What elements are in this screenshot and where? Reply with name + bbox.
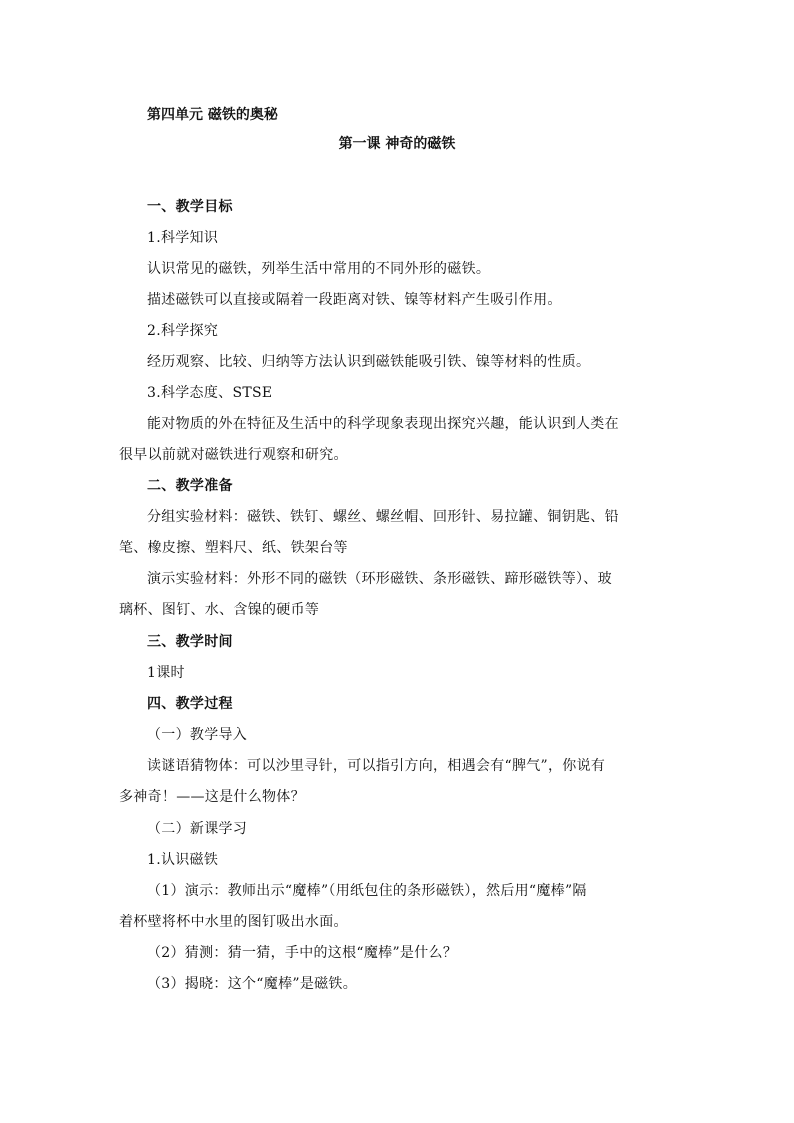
paragraph-line: 很早以前就对磁铁进行观察和研究。 [119,447,348,463]
paragraph-line: 璃杯、图钉、水、含镍的硬币等 [119,602,320,618]
paragraph-line: 着杯壁将杯中水里的图钉吸出水面。 [119,914,348,930]
subheading-new-lesson: （二）新课学习 [147,821,248,837]
subheading-science-attitude: 3.科学态度、STSE [147,385,273,401]
paragraph-line: 描述磁铁可以直接或隔着一段距离对铁、镍等材料产生吸引作用。 [147,292,562,308]
section-heading-time: 三、教学时间 [147,634,233,650]
lesson-title: 第一课 神奇的磁铁 [338,136,456,152]
section-heading-prep: 二、教学准备 [147,478,233,494]
subheading-intro: （一）教学导入 [147,727,248,743]
subheading-know-magnets: 1.认识磁铁 [147,852,219,868]
paragraph-line: 演示实验材料：外形不同的磁铁（环形磁铁、条形磁铁、蹄形磁铁等）、玻 [147,571,612,587]
paragraph-line: 认识常见的磁铁，列举生活中常用的不同外形的磁铁。 [147,261,491,277]
paragraph-line: 经历观察、比较、归纳等方法认识到磁铁能吸引铁、镍等材料的性质。 [147,354,591,370]
unit-title: 第四单元 磁铁的奥秘 [147,107,278,123]
subheading-science-inquiry: 2.科学探究 [147,323,219,339]
subheading-science-knowledge: 1.科学知识 [147,230,219,246]
paragraph-line: 多神奇！——这是什么物体？ [119,789,305,805]
paragraph-line: 能对物质的外在特征及生活中的科学现象表现出探究兴趣，能认识到人类在 [147,416,619,432]
paragraph-line: 读谜语猜物体：可以沙里寻针，可以指引方向，相遇会有“脾气”，你说有 [147,758,606,774]
paragraph-line: 分组实验材料：磁铁、铁钉、螺丝、螺丝帽、回形针、易拉罐、铜钥匙、铅 [147,509,619,525]
paragraph-line: （2）猜测：猜一猜，手中的这根“魔棒”是什么？ [147,945,458,961]
section-heading-process: 四、教学过程 [147,696,233,712]
paragraph-line: 1课时 [147,665,185,681]
paragraph-line: 笔、橡皮擦、塑料尺、纸、铁架台等 [119,540,348,556]
paragraph-line: （1）演示：教师出示“魔棒”（用纸包住的条形磁铁），然后用“魔棒”隔 [147,883,587,899]
section-heading-goals: 一、教学目标 [147,199,233,215]
paragraph-line: （3）揭晓：这个“魔棒”是磁铁。 [147,976,358,992]
